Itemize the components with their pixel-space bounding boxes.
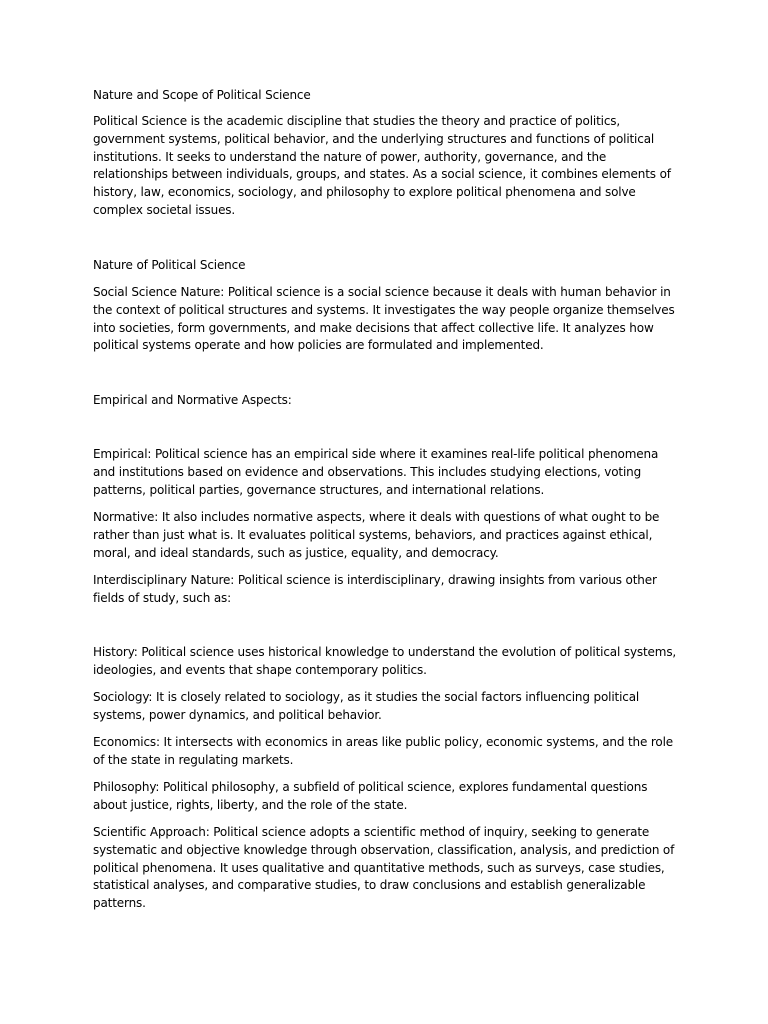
economics-paragraph: Economics: It intersects with economics in areas like public policy, economic systems, and the role of the state in regulating markets.: [93, 735, 674, 767]
scientific-approach-paragraph: Scientific Approach: Political science adopts a scientific method of inquiry, seeking to generate systematic and objective knowledge through observation, classification, analysis, and prediction of political phenomena. It uses qualitative and quantitative methods, such as surveys, case studies, statistical analyses, and comparative studies, to draw conclusions and establish generalizable patterns.: [93, 825, 675, 911]
interdisciplinary-paragraph: Interdisciplinary Nature: Political science is interdisciplinary, drawing insights from various other fields of study, such as:: [93, 573, 657, 605]
intro-paragraph: Political Science is the academic discipline that studies the theory and practice of politics, government systems, political behavior, and the underlying structures and functions of political institutions. It seeks to understand the nature of power, authority, governance, and the relationships between individuals, groups, and states. As a social science, it combines elements of history, law, economics, sociology, and philosophy to explore political phenomena and solve complex societal issues.: [93, 114, 671, 217]
empirical-paragraph: Empirical: Political science has an empirical side where it examines real-life political phenomena and institutions based on evidence and observations. This includes studying elections, voting patterns, political parties, governance structures, and international relations.: [93, 447, 659, 497]
nature-heading: Nature of Political Science: [93, 258, 246, 272]
document-title: Nature and Scope of Political Science: [93, 88, 311, 102]
history-paragraph: History: Political science uses historical knowledge to understand the evolution of political systems, ideologies, and events that shape contemporary politics.: [93, 645, 677, 677]
philosophy-paragraph: Philosophy: Political philosophy, a subfield of political science, explores fundamental questions about justice, rights, liberty, and the role of the state.: [93, 780, 648, 812]
social-science-paragraph: Social Science Nature: Political science is a social science because it deals with human behavior in the context of political structures and systems. It investigates the way people organize themselves into societies, form governments, and make decisions that affect collective life. It analyzes how political systems operate and how policies are formulated and implemented.: [93, 285, 675, 353]
empirical-normative-heading: Empirical and Normative Aspects:: [93, 393, 292, 407]
sociology-paragraph: Sociology: It is closely related to sociology, as it studies the social factors influencing political systems, power dynamics, and political behavior.: [93, 690, 640, 722]
normative-paragraph: Normative: It also includes normative aspects, where it deals with questions of what ought to be rather than just what is. It evaluates political systems, behaviors, and practices against ethical, moral, and ideal standards, such as justice, equality, and democracy.: [93, 510, 660, 560]
